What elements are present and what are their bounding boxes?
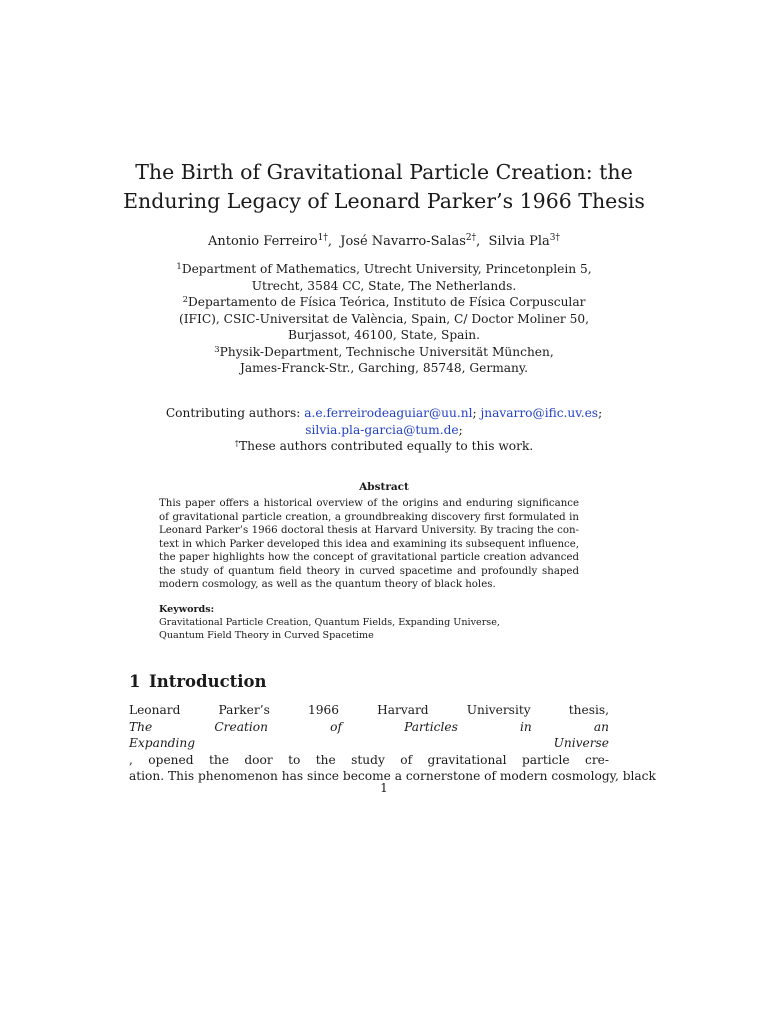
affiliation-mark: 3 [214, 344, 220, 355]
paper-title [110, 158, 658, 216]
section-title: Introduction [149, 672, 267, 691]
title-line-2: Enduring Legacy of Leonard Parker’s 1966 Thesis [123, 189, 645, 213]
section-heading-introduction [129, 672, 267, 691]
affiliation-line: Burjassot, 46100, State, Spain. [287, 328, 481, 342]
affiliation-line: (IFIC), CSIC-Universitat de València, Spain, C/ Doctor Moliner 50, [178, 311, 589, 326]
affiliation-mark: 1 [176, 262, 182, 272]
affiliation-line: $^3$Physik-Department, Technische Universität München, [214, 344, 554, 359]
abstract-text [159, 497, 579, 592]
email-link-navarro[interactable]: jnavarro@ific.uv.es [480, 406, 599, 420]
abstract-line: modern cosmology, as well as the quantum theory of black holes. [159, 579, 496, 590]
affiliations [110, 261, 658, 377]
affiliation-line: Utrecht, 3584 CC, State, The Netherlands. [251, 278, 517, 293]
affiliation-mark: 2 [182, 295, 188, 305]
abstract-line: text in which Parker developed this idea and examining its subsequent influence, [159, 538, 579, 550]
intro-line-1: Leonard Parker’s 1966 Harvard University thesis, The Creation of Particles in an [129, 703, 609, 734]
dagger-mark: † [234, 439, 240, 449]
keywords [159, 603, 579, 642]
author-list: Antonio Ferreiro$^{1\dagger}$, José Navarro-Salas$^{2\dagger}$, Silvia Pla$^{3\dagger}$ [207, 233, 561, 249]
affiliation-line: $^1$Department of Mathematics, Utrecht University, Princetonplein 5, [176, 262, 592, 276]
author-name: Antonio Ferreiro [207, 234, 318, 249]
author-marks: 3† [549, 233, 561, 243]
abstract-line: Leonard Parker’s 1966 doctoral thesis at Harvard University. By tracing the con- [159, 525, 579, 536]
page-number: 1 [380, 781, 388, 795]
abstract-line: of gravitational particle creation, a groundbreaking discovery first formulated in [159, 511, 579, 523]
author-marks: 1† [317, 233, 328, 243]
title-line-1: The Birth of Gravitational Particle Creation: the [135, 160, 633, 184]
keywords-label: Keywords: [159, 604, 215, 615]
author-name: Silvia Pla [488, 234, 550, 249]
abstract-line: the study of quantum field theory in curved spacetime and profoundly shaped [159, 565, 579, 577]
intro-line-3: ation. This phenomenon has since become a cornerstone of modern cosmology, black [129, 769, 656, 783]
keywords-line-1: Keywords: Gravitational Particle Creation, Quantum Fields, Expanding Universe, [159, 604, 500, 628]
abstract-line: the paper highlights how the concept of gravitational particle creation advanced [159, 552, 579, 563]
contributing-label: Contributing authors: [165, 406, 305, 420]
author-name: José Navarro-Salas [340, 234, 466, 249]
contributing-authors [110, 405, 658, 455]
affiliation-line: $^2$Departamento de Física Teórica, Instituto de Física Corpuscular [182, 295, 586, 309]
abstract-line: This paper offers a historical overview of the origins and enduring significance [159, 498, 579, 509]
affiliation-line: James-Franck-Str., Garching, 85748, Germany. [239, 361, 529, 375]
keywords-line-2: Quantum Field Theory in Curved Spacetime [159, 630, 374, 641]
contributing-line-1: Contributing authors: a.e.ferreirodeaguiar@uu.nl; jnavarro@ific.uv.es; [165, 406, 603, 420]
section-number: 1 [129, 672, 141, 691]
email-link-ferreiro[interactable]: a.e.ferreirodeaguiar@uu.nl [304, 406, 473, 420]
contributing-line-2: silvia.pla-garcia@tum.de; [305, 422, 463, 437]
abstract-heading: Abstract [359, 481, 409, 493]
email-link-pla[interactable]: silvia.pla-garcia@tum.de [305, 422, 459, 437]
intro-line-2: Expanding Universe , opened the door to the study of gravitational particle cre- [129, 736, 609, 767]
equal-contribution-note: †These authors contributed equally to this work. [234, 439, 534, 453]
introduction-text [129, 702, 656, 785]
author-marks: 2† [465, 233, 477, 243]
